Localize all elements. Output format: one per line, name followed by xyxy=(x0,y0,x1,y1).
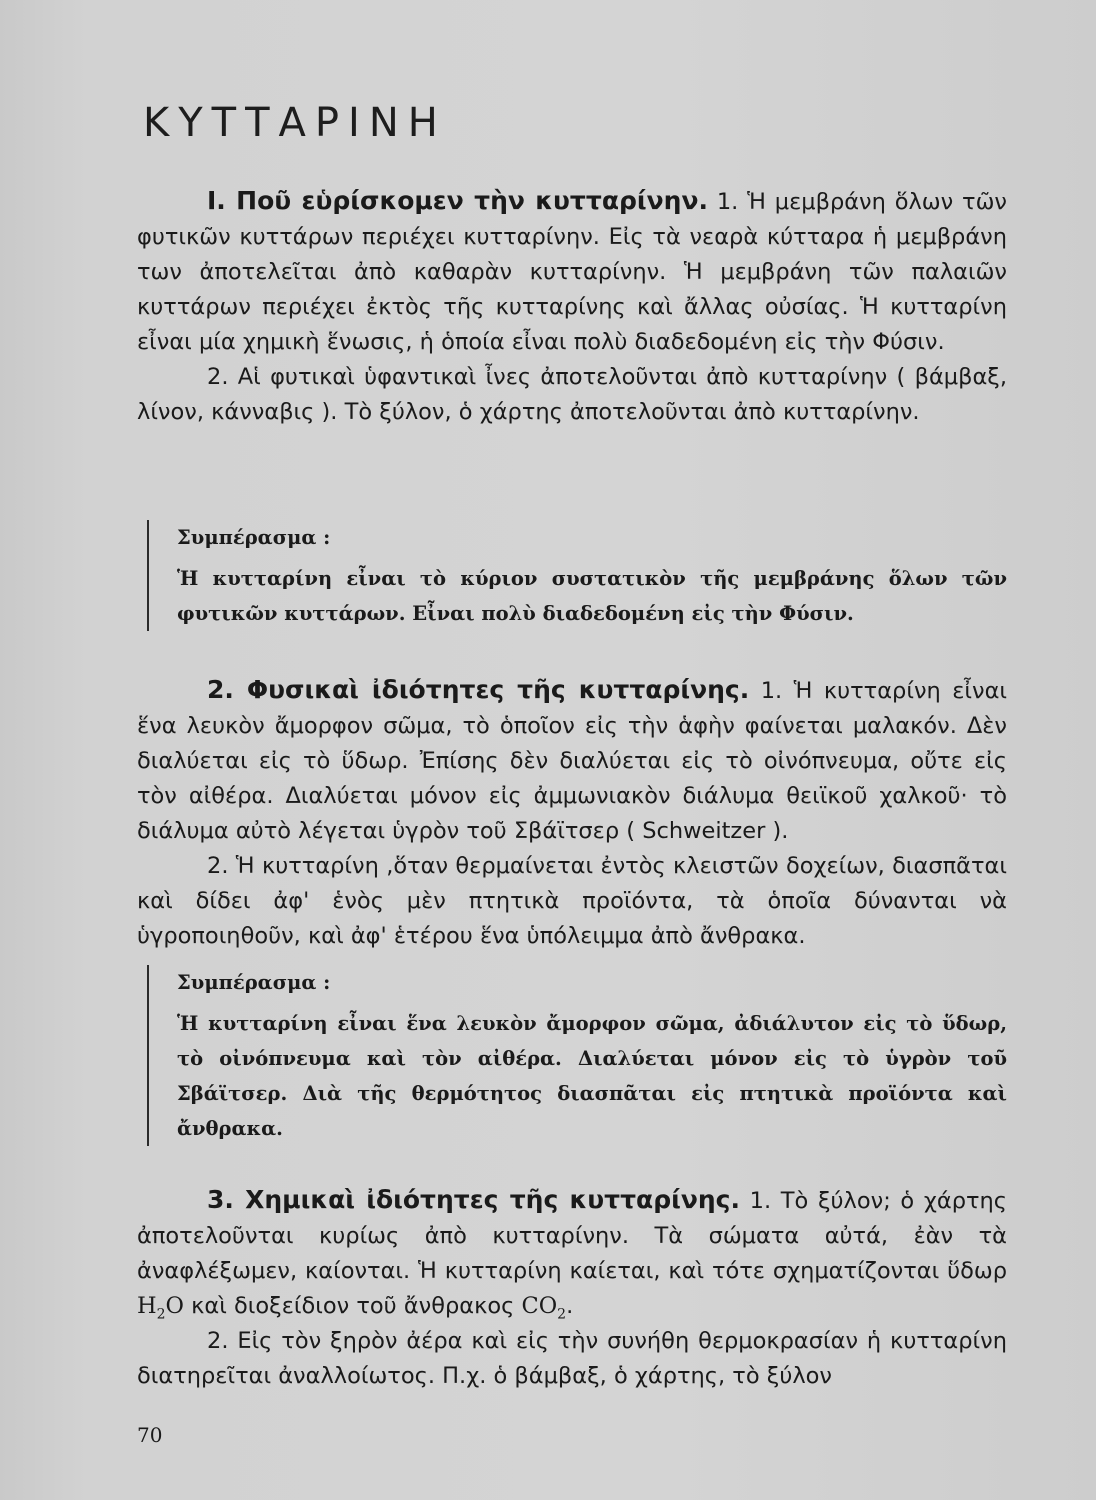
conclusion-label: Συμπέρασμα : xyxy=(177,526,331,549)
page-title: ΚΥΤΤΑΡΙΝΗ xyxy=(143,100,447,146)
section-2 xyxy=(137,672,1007,954)
section-1 xyxy=(137,183,1007,430)
section-2-heading: 2. Φυσικαὶ ἰδιότητες τῆς κυτταρίνης. xyxy=(207,675,750,704)
conclusion-text: Ἡ κυτταρίνη εἶναι ἕνα λευκὸν ἄμορφον σῶμα, ἀδιάλυτον εἰς τὸ ὕδωρ, τὸ οἰνόπνευμα καὶ τὸν αἰθέρα. Διαλύεται μόνον εἰς τὸ ὑγρὸν τοῦ Σβάϊτσερ. Διὰ τῆς θερμότητος διασπᾶται εἰς πτητικὰ προϊόντα καὶ ἄνθρακα. xyxy=(177,1012,1007,1140)
section-3 xyxy=(137,1182,1007,1394)
section-3-paragraph-1: 3. Χημικαὶ ἰδιότητες τῆς κυτταρίνης. 1. Τὸ ξύλον; ὁ χάρτης ἀποτελοῦνται κυρίως ἀπὸ κυτταρίνην. Τὰ σώματα αὐτά, ἐὰν τὰ ἀναφλέξωμεν, καίονται. Ἡ κυτταρίνη καίεται, καὶ τότε σχηματίζονται ὕδωρ $H_2O$ καὶ διοξείδιον τοῦ ἄνθρακος $CO_2$. xyxy=(137,1185,1007,1323)
conclusion-label: Συμπέρασμα : xyxy=(177,971,331,994)
conclusion-box-1 xyxy=(147,520,1007,631)
section-3-paragraph-2: 2. Εἰς τὸν ξηρὸν ἀέρα καὶ εἰς τὴν συνήθη θερμοκρασίαν ἡ κυτταρίνη διατηρεῖται ἀναλλοίωτος. Π.χ. ὁ βάμβαξ, ὁ χάρτης, τὸ ξύλον xyxy=(137,1328,1007,1389)
water-formula: $H_2O$ xyxy=(137,1293,184,1323)
section-1-heading: Ι. Ποῦ εὑρίσκομεν τὴν κυτταρίνην. xyxy=(207,186,709,215)
conclusion-text: Ἡ κυτταρίνη εἶναι τὸ κύριον συστατικὸν τῆς μεμβράνης ὅλων τῶν φυτικῶν κυττάρων. Εἶναι πολὺ διαδεδομένη εἰς τὴν Φύσιν. xyxy=(177,567,1007,625)
section-1-paragraph-2: 2. Αἱ φυτικαὶ ὑφαντικαὶ ἶνες ἀποτελοῦνται ἀπὸ κυτταρίνην ( βάμβαξ, λίνον, κάνναβις ). Τὸ ξύλον, ὁ χάρτης ἀποτελοῦνται ἀπὸ κυτταρίνην. xyxy=(137,364,1007,425)
page-number: 70 xyxy=(137,1423,163,1447)
conclusion-box-2 xyxy=(147,965,1007,1146)
section-2-paragraph-1: 2. Φυσικαὶ ἰδιότητες τῆς κυτταρίνης. 1. Ἡ κυτταρίνη εἶναι ἕνα λευκὸν ἄμορφον σῶμα, τὸ ὁποῖον εἰς τὴν ἁφὴν φαίνεται μαλακόν. Δὲν διαλύεται εἰς τὸ ὕδωρ. Ἐπίσης δὲν διαλύεται εἰς τὸ οἰνόπνευμα, οὔτε εἰς τὸν αἰθέρα. Διαλύεται μόνον εἰς ἀμμωνιακὸν διάλυμα θειϊκοῦ χαλκοῦ· τὸ διάλυμα αὐτὸ λέγεται ὑγρὸν τοῦ Σβάϊτσερ ( Schweitzer ). xyxy=(137,675,1008,844)
section-3-heading: 3. Χημικαὶ ἰδιότητες τῆς κυτταρίνης. xyxy=(207,1185,740,1214)
co2-formula: $CO_2$ xyxy=(521,1293,567,1323)
section-2-paragraph-2: 2. Ἡ κυτταρίνη ,ὅταν θερμαίνεται ἐντὸς κλειστῶν δοχείων, διασπᾶται καὶ δίδει ἀφ' ἑνὸς μὲν πτητικὰ προϊόντα, τὰ ὁποῖα δύνανται νὰ ὑγροποιηθοῦν, καὶ ἀφ' ἑτέρου ἕνα ὑπόλειμμα ἀπὸ ἄνθρακα. xyxy=(137,853,1007,949)
section-1-paragraph-1: Ι. Ποῦ εὑρίσκομεν τὴν κυτταρίνην. 1. Ἡ μεμβράνη ὅλων τῶν φυτικῶν κυττάρων περιέχει κυτταρίνην. Εἰς τὰ νεαρὰ κύτταρα ἡ μεμβράνη των ἀποτελεῖται ἀπὸ καθαρὰν κυτταρίνην. Ἡ μεμβράνη τῶν παλαιῶν κυττάρων περιέχει ἐκτὸς τῆς κυτταρίνης καὶ ἄλλας οὐσίας. Ἡ κυτταρίνη εἶναι μία χημικὴ ἕνωσις, ἡ ὁποία εἶναι πολὺ διαδεδομένη εἰς τὴν Φύσιν. xyxy=(137,186,1008,355)
